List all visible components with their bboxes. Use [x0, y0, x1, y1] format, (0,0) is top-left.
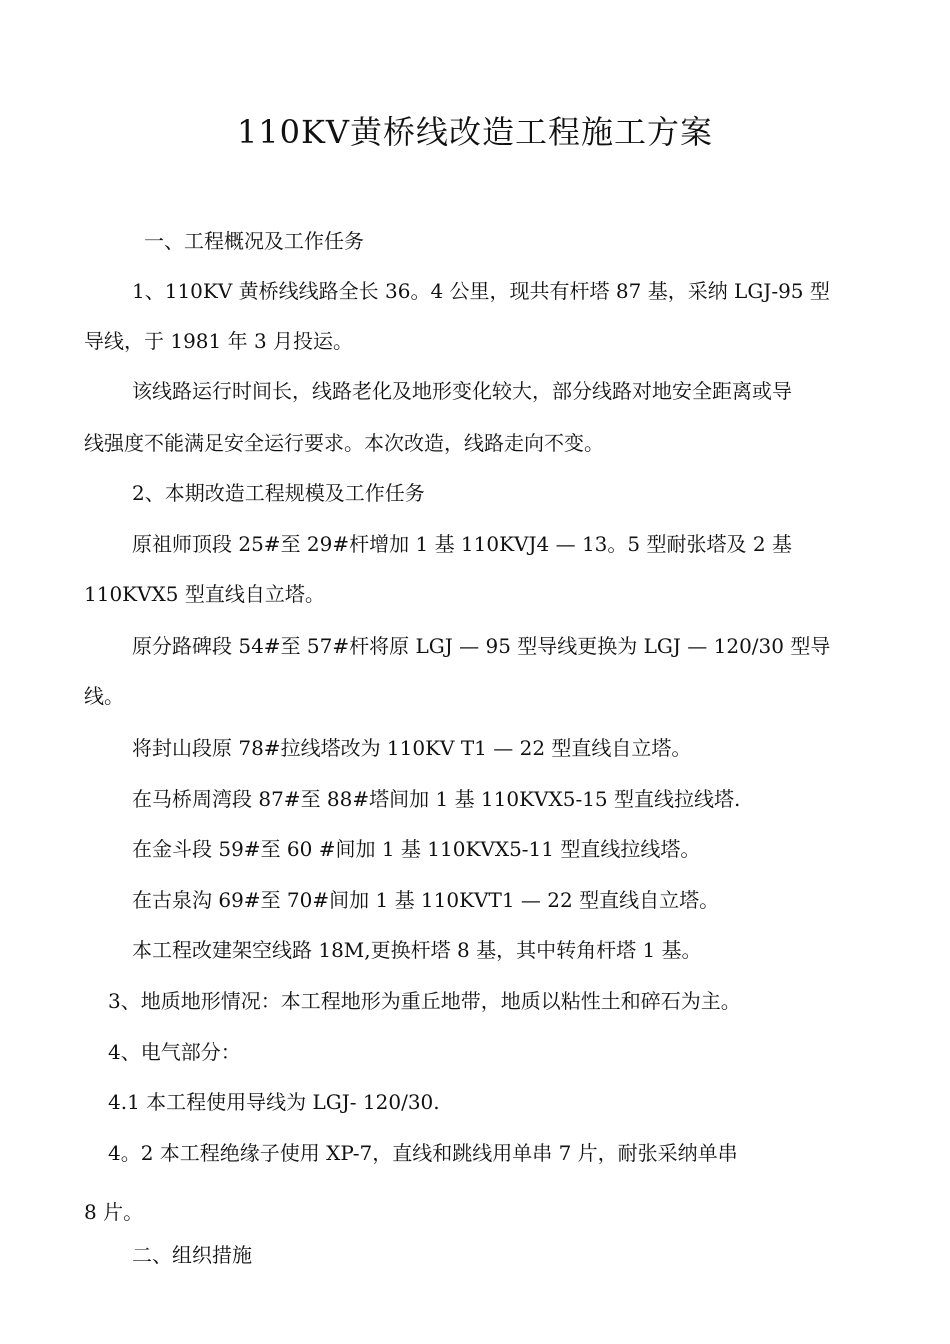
paragraph-line: 线。 [84, 684, 124, 708]
subsection-heading-geology: 3、地质地形情况：本工程地形为重丘地带，地质以粘性土和碎石为主。 [108, 989, 741, 1013]
paragraph-line: 导线，于 1981 年 3 月投运。 [84, 329, 354, 353]
paragraph-line: 该线路运行时间长，线路老化及地形变化较大，部分线路对地安全距离或导 [132, 379, 792, 403]
paragraph-line: 原祖师顶段 25#至 29#杆增加 1 基 110KVJ4 — 13。5 型耐张塔及 2 基 [132, 532, 792, 556]
paragraph-line: 1、110KV 黄桥线线路全长 36。4 公里，现共有杆塔 87 基，采纳 LGJ-95 型 [132, 279, 830, 303]
paragraph-line: 8 片。 [84, 1200, 144, 1224]
subsection-heading-electrical: 4、电气部分： [108, 1040, 241, 1064]
paragraph-line: 4.1 本工程使用导线为 LGJ- 120/30. [108, 1090, 440, 1114]
paragraph-line: 将封山段原 78#拉线塔改为 110KV T1 — 22 型直线自立塔。 [132, 736, 692, 760]
paragraph-line: 在金斗段 59#至 60 #间加 1 基 110KVX5-11 型直线拉线塔。 [132, 837, 701, 861]
paragraph-line: 本工程改建架空线路 18M,更换杆塔 8 基，其中转角杆塔 1 基。 [132, 938, 702, 962]
document-title: 110KV黄桥线改造工程施工方案 [236, 113, 714, 151]
paragraph-line: 在马桥周湾段 87#至 88#塔间加 1 基 110KVX5-15 型直线拉线塔. [132, 787, 741, 811]
paragraph-line: 4。2 本工程绝缘子使用 XP-7，直线和跳线用单串 7 片，耐张采纳单串 [108, 1141, 738, 1165]
paragraph-line: 原分路碑段 54#至 57#杆将原 LGJ — 95 型导线更换为 LGJ — 120/30 型导 [132, 634, 831, 658]
paragraph-line: 在古泉沟 69#至 70#间加 1 基 110KVT1 — 22 型直线自立塔。 [132, 888, 720, 912]
subsection-heading-scope: 2、本期改造工程规模及工作任务 [132, 481, 425, 505]
section-heading-organization: 二、组织措施 [132, 1243, 252, 1267]
paragraph-line: 线强度不能满足安全运行要求。本次改造，线路走向不变。 [84, 431, 604, 455]
paragraph-line: 110KVX5 型直线自立塔。 [84, 582, 325, 606]
section-heading-overview: 一、工程概况及工作任务 [144, 229, 364, 253]
